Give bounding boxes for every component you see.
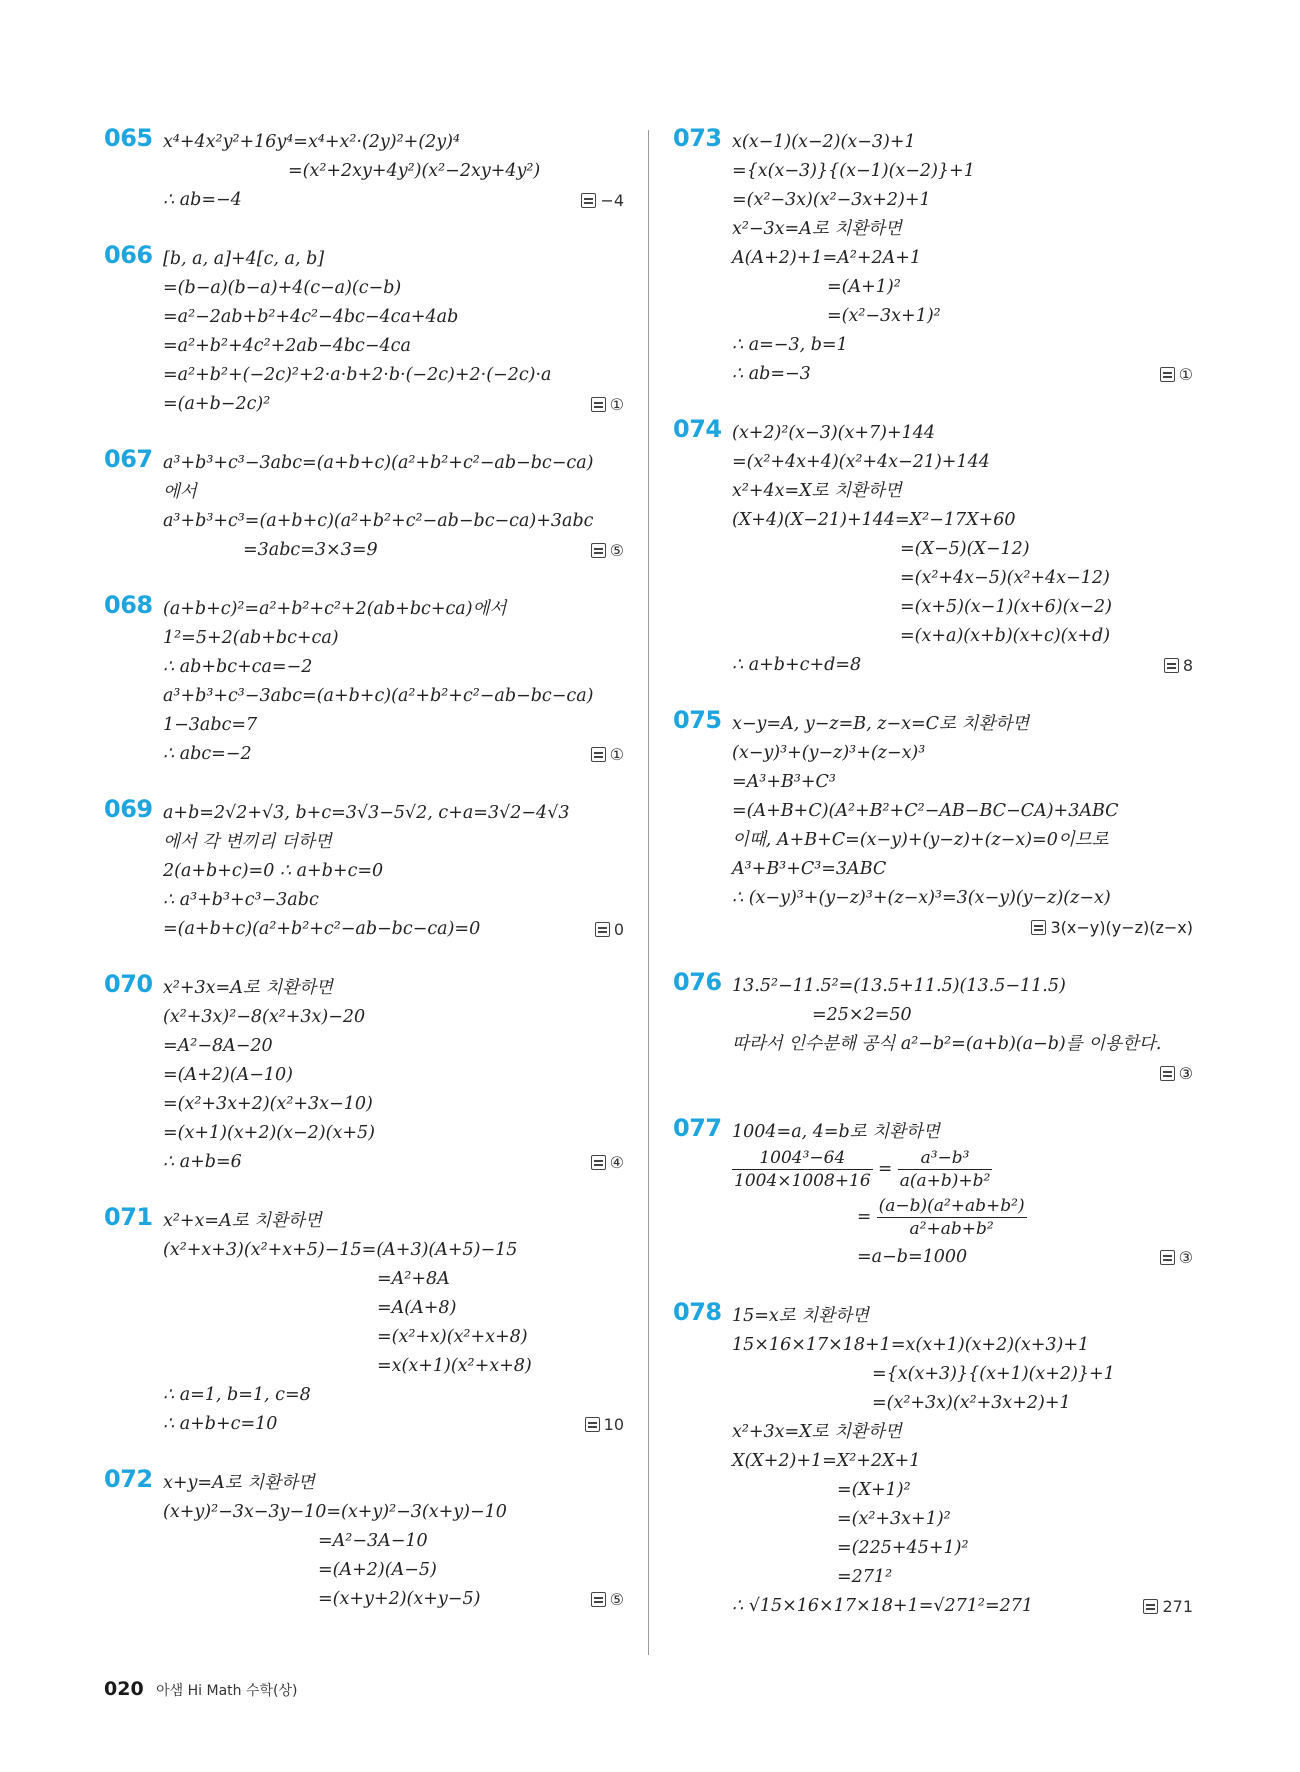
solution-text: 에서 [163,482,197,502]
solution-line [163,1032,624,1061]
solution-text: =(x+5)(x−1)(x+6)(x−2) [900,597,1112,617]
solution-text: A(A+2)+1=A²+2A+1 [732,248,922,268]
solution-line [163,828,624,857]
solution-line [163,303,624,332]
solution-text: x²+3x=X로 치환하면 [732,1422,902,1442]
solution-line [732,157,1193,186]
solution-line [732,1418,1193,1447]
solution-line [732,884,1193,913]
solution-text: =(X+1)² [837,1480,911,1500]
solution-line [163,711,624,740]
solution-text: a³+b³+c³−3abc=(a+b+c)(a²+b²+c²−ab−bc−ca) [163,686,594,706]
answer-icon [591,1592,606,1607]
problem-number: 077 [673,1114,722,1142]
solution-line [732,1001,1193,1030]
solution-line [732,593,1193,622]
solution-line [732,1592,1193,1621]
solution-text: A³+B³+C³=3ABC [732,859,887,879]
problem-number: 065 [104,124,153,152]
solution-text: (x²+3x)²−8(x²+3x)−20 [163,1007,366,1027]
solution-line [163,1498,624,1527]
solution-text: ∴ abc=−2 [163,744,252,764]
solution-text: X(X+2)+1=X²+2X+1 [732,1451,921,1471]
solution-text: 이때, A+B+C=(x−y)+(y−z)+(z−x)=0이므로 [732,830,1109,850]
solution-text: =A(A+8) [377,1298,457,1318]
solution-line [163,449,624,478]
solution-text: =(225+45+1)² [837,1538,969,1558]
answer-value: ⑤ [609,1590,624,1609]
answer-icon [1031,920,1046,935]
answer [591,536,624,565]
solution-text: 13.5²−11.5²=(13.5+11.5)(13.5−11.5) [732,976,1066,996]
answer-icon [591,1155,606,1170]
solution-text: =25×2=50 [812,1005,912,1025]
answer [1160,360,1193,389]
solution-text: =(x+1)(x+2)(x−2)(x+5) [163,1123,375,1143]
solution-text: =(A+2)(A−10) [163,1065,293,1085]
problem-number: 075 [673,706,722,734]
solution-line [732,622,1193,651]
solution-text: (X+4)(X−21)+144=X²−17X+60 [732,510,1016,530]
solution-line [163,915,624,944]
solution-line: 1004=a, 4=b로 치환하면 [732,1122,940,1142]
problem-070 [104,970,624,1177]
solution-text: =(A+B+C)(A²+B²+C²−AB−BC−CA)+3ABC [732,801,1119,821]
answer [591,1585,624,1614]
problem-number: 070 [104,970,153,998]
solution-line [163,1090,624,1119]
problem-071 [104,1203,624,1439]
solution-text: (x+2)²(x−3)(x+7)+144 [732,423,936,443]
solution-text: x−y=A, y−z=B, z−x=C로 치환하면 [732,714,1030,734]
problem-067 [104,445,624,565]
problem-number: 073 [673,124,722,152]
solution-text: =(x²+4x−5)(x²+4x−12) [900,568,1110,588]
solution-text: =(x²+4x+4)(x²+4x−21)+144 [732,452,990,472]
problem-number: 068 [104,591,153,619]
solution-line [732,1505,1193,1534]
solution-line [732,1360,1193,1389]
answer-value: −4 [600,191,624,210]
solution-text: =271² [837,1567,893,1587]
solution-text: ∴ (x−y)³+(y−z)³+(z−x)³=3(x−y)(y−z)(z−x) [732,888,1111,908]
solution-text: =(x+y+2)(x+y−5) [318,1589,481,1609]
answer-icon [591,543,606,558]
answer [1143,1592,1193,1621]
solution-text: =a−b=1000 [857,1247,968,1267]
answer-value: 271 [1162,1597,1193,1616]
solution-line [732,1476,1193,1505]
solution-text: [b, a, a]+4[c, a, b] [163,249,325,269]
answer [585,1410,624,1439]
answer-icon [1160,1066,1175,1081]
answer-icon [585,1417,600,1432]
solution-line [732,710,1193,739]
solution-text: ∴ √15×16×17×18+1=√271²=271 [732,1596,1034,1616]
answer [591,390,624,419]
solution-line [732,564,1193,593]
answer-value: 0 [613,920,624,939]
solution-text: =a²−2ab+b²+4c²−4bc−4ca+4ab [163,307,459,327]
solution-line [163,857,624,886]
solution-text: 15×16×17×18+1=x(x+1)(x+2)(x+3)+1 [732,1335,1090,1355]
solution-line [732,128,1193,157]
problem-number: 072 [104,1465,153,1493]
solution-text: ∴ a=1, b=1, c=8 [163,1385,311,1405]
answer-value: ⑤ [609,541,624,560]
solution-line [163,974,624,1003]
numerator: 1004³−64 [732,1147,873,1170]
solution-text: a³+b³+c³−3abc=(a+b+c)(a²+b²+c²−ab−bc−ca) [163,453,594,473]
answer-value: ① [609,745,624,764]
solution-text: =A²−8A−20 [163,1036,273,1056]
denominator: 1004×1008+16 [734,1171,871,1191]
solution-text: =(a+b+c)(a²+b²+c²−ab−bc−ca)=0 [163,919,481,939]
solution-text: x+y=A로 치환하면 [163,1473,315,1493]
answer-value: 10 [603,1415,624,1434]
solution-line [732,535,1193,564]
answer-value: 3(x−y)(y−z)(z−x) [1050,918,1193,937]
solution-line [163,536,624,565]
problem-074 [673,415,1193,680]
answer-icon [1164,658,1179,673]
solution-text: 에서 각 변끼리 더하면 [163,832,332,852]
answer [732,913,1193,942]
solution-line [163,682,624,711]
left-column [104,124,624,1644]
equals-sign: = [857,1207,877,1227]
solution-line [163,740,624,769]
solution-line [732,360,1193,389]
solution-text: ∴ a+b+c=10 [163,1414,278,1434]
solution-text: 2(a+b+c)=0 ∴ a+b+c=0 [163,861,384,881]
book-title: 아샘 Hi Math 수학(상) [156,1683,298,1699]
solution-line [732,1389,1193,1418]
problem-065 [104,124,624,215]
solution-line [163,128,624,157]
solution-line [732,419,1193,448]
numerator: (a−b)(a²+ab+b²) [878,1196,1025,1216]
solution-line [163,157,624,186]
solution-line [163,595,624,624]
problem-076 [673,968,1193,1088]
fraction-row [732,1195,1193,1243]
solution-line [732,1030,1193,1059]
solution-text: (x+y)²−3x−3y−10=(x+y)²−3(x+y)−10 [163,1502,507,1522]
solution-line [732,826,1193,855]
problem-078 [673,1298,1193,1621]
solution-text: =A²+8A [377,1269,450,1289]
solution-text: a³+b³+c³=(a+b+c)(a²+b²+c²−ab−bc−ca)+3abc [163,511,594,531]
solution-line [732,302,1193,331]
solution-line [163,1207,624,1236]
fraction-row [732,1147,1193,1195]
solution-line [732,244,1193,273]
solution-line [163,1352,624,1381]
solution-text: =(x²+3x+1)² [837,1509,951,1529]
solution-text: 1−3abc=7 [163,715,258,735]
solution-text: x(x−1)(x−2)(x−3)+1 [732,132,916,152]
answer-value: ① [1178,365,1193,384]
answer-icon [595,922,610,937]
solution-text: 15=x로 치환하면 [732,1306,869,1326]
problem-069 [104,795,624,944]
solution-text: ∴ a+b+c+d=8 [732,655,862,675]
solution-line [163,1527,624,1556]
solution-text: (x−y)³+(y−z)³+(z−x)³ [732,743,926,763]
solution-line [732,1243,1193,1272]
denominator: a(a+b)+b² [899,1171,991,1191]
solution-text: ={x(x−3)}{(x−1)(x−2)}+1 [732,161,975,181]
answer [591,740,624,769]
answer-value: ③ [1178,1064,1193,1083]
solution-text: =(x²−3x+1)² [827,306,941,326]
solution-line [163,1410,624,1439]
solution-line [163,1585,624,1614]
solution-text: =(X−5)(X−12) [900,539,1030,559]
problem-number: 071 [104,1203,153,1231]
page-number: 020 [104,1678,144,1700]
column-divider [648,130,649,1655]
solution-line [732,768,1193,797]
answer [732,1059,1193,1088]
solution-text: 1²=5+2(ab+bc+ca) [163,628,339,648]
problem-077 [673,1114,1193,1272]
solution-line [163,1294,624,1323]
solution-line [163,1236,624,1265]
answer [591,1148,624,1177]
solution-text: x⁴+4x²y²+16y⁴=x⁴+x²·(2y)²+(2y)⁴ [163,132,461,152]
solution-line [163,274,624,303]
solution-text: =(x²+3x)(x²+3x+2)+1 [872,1393,1071,1413]
solution-line [732,855,1193,884]
denominator: a²+ab+b² [909,1219,994,1239]
answer-icon [1160,1250,1175,1265]
problem-072 [104,1465,624,1614]
solution-line [732,972,1193,1001]
answer-value: ③ [1178,1248,1193,1267]
problem-number: 066 [104,241,153,269]
solution-text: =(A+1)² [827,277,901,297]
solution-text: ∴ ab=−4 [163,190,242,210]
solution-text: =A²−3A−10 [318,1531,428,1551]
solution-line [163,478,624,507]
solution-line [732,331,1193,360]
solution-text: x²−3x=A로 치환하면 [732,219,902,239]
answer-icon [591,747,606,762]
solution-line [163,1119,624,1148]
solution-line [163,1265,624,1294]
numerator: a³−b³ [898,1147,993,1170]
problem-068 [104,591,624,769]
solution-line [732,1302,1193,1331]
solution-text: ∴ ab=−3 [732,364,811,384]
solution-text: =(x²+2xy+4y²)(x²−2xy+4y²) [288,161,541,181]
answer [581,186,624,215]
answer-icon [1143,1599,1158,1614]
solution-text: =a²+b²+4c²+2ab−4bc−4ca [163,336,411,356]
solution-line [163,245,624,274]
solution-line [163,1148,624,1177]
solution-text: =(A+2)(A−5) [318,1560,437,1580]
solution-line [163,1003,624,1032]
fraction [732,1147,873,1192]
solution-line [732,477,1193,506]
problem-073 [673,124,1193,389]
problem-number: 074 [673,415,722,443]
solution-text: x²+3x=A로 치환하면 [163,978,333,998]
solution-text: =(x²+3x+2)(x²+3x−10) [163,1094,373,1114]
solution-line [732,1331,1193,1360]
solution-line [163,186,624,215]
solution-text: 따라서 인수분해 공식 a²−b²=(a+b)(a−b)를 이용한다. [732,1034,1162,1054]
problem-075 [673,706,1193,942]
solution-text: =3abc=3×3=9 [243,540,378,560]
problem-number: 067 [104,445,153,473]
solution-text: =x(x+1)(x²+x+8) [377,1356,532,1376]
answer [595,915,624,944]
solution-text: =A³+B³+C³ [732,772,836,792]
solution-line [732,448,1193,477]
answer-value: ① [609,395,624,414]
problem-066 [104,241,624,419]
solution-text: =(x²+x)(x²+x+8) [377,1327,528,1347]
solution-text: (x²+x+3)(x²+x+5)−15=(A+3)(A+5)−15 [163,1240,518,1260]
solution-text: ={x(x+3)}{(x+1)(x+2)}+1 [872,1364,1115,1384]
solution-text: =(a+b−2c)² [163,394,271,414]
solution-line [163,361,624,390]
problem-number: 076 [673,968,722,996]
answer-value: ④ [609,1153,624,1172]
answer [1164,651,1193,680]
solution-text: a+b=2√2+√3, b+c=3√3−5√2, c+a=3√2−4√3 [163,803,570,823]
fraction [898,1147,993,1192]
solution-line [163,1323,624,1352]
solution-text: x²+x=A로 치환하면 [163,1211,322,1231]
solution-text: =(x²−3x)(x²−3x+2)+1 [732,190,931,210]
solution-line [163,799,624,828]
solution-line [732,215,1193,244]
problem-number: 069 [104,795,153,823]
solution-line [732,739,1193,768]
solution-line [163,1469,624,1498]
solution-text: ∴ a³+b³+c³−3abc [163,890,319,910]
solution-line [163,624,624,653]
solution-line [163,390,624,419]
solution-line [732,186,1193,215]
solution-text: =(x+a)(x+b)(x+c)(x+d) [900,626,1111,646]
solution-line [163,653,624,682]
solution-line [732,1447,1193,1476]
solution-line [163,1061,624,1090]
solution-line [732,506,1193,535]
solution-line [732,1534,1193,1563]
answer-icon [591,397,606,412]
footer [104,1678,297,1700]
solution-line [163,1556,624,1585]
solution-text: ∴ a+b=6 [163,1152,242,1172]
solution-text: (a+b+c)²=a²+b²+c²+2(ab+bc+ca)에서 [163,599,507,619]
solution-line [732,797,1193,826]
answer-icon [1160,367,1175,382]
answer [1160,1243,1193,1272]
answer-value: 8 [1182,656,1193,675]
equals-sign: = [872,1159,898,1179]
solution-line [732,273,1193,302]
solution-line [732,1563,1193,1592]
right-column [673,124,1193,1651]
answer-icon [581,193,596,208]
solution-text: ∴ a=−3, b=1 [732,335,848,355]
problem-number: 078 [673,1298,722,1326]
solution-text: =a²+b²+(−2c)²+2·a·b+2·b·(−2c)+2·(−2c)·a [163,365,552,385]
solution-line [732,651,1193,680]
fraction [877,1195,1027,1240]
solution-line [163,1381,624,1410]
solution-line [163,332,624,361]
solution-text: ∴ ab+bc+ca=−2 [163,657,313,677]
solution-text: x²+4x=X로 치환하면 [732,481,902,501]
solution-line [163,886,624,915]
solution-text: =(b−a)(b−a)+4(c−a)(c−b) [163,278,402,298]
solution-line [163,507,624,536]
